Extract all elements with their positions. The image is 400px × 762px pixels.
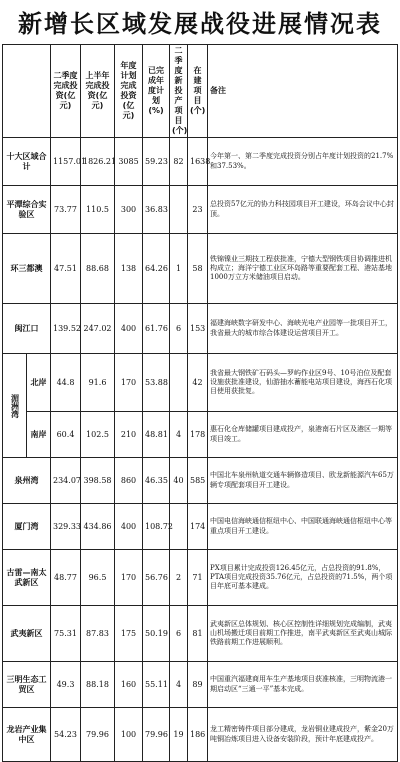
h1-value: 102.5 — [81, 412, 115, 458]
plan-value: 860 — [115, 458, 143, 504]
q2-value: 47.51 — [51, 234, 81, 304]
table-row — [3, 304, 398, 354]
new-value — [170, 354, 188, 412]
build-value: 89 — [188, 662, 208, 708]
note-text: 中国重汽福建商用车生产基地项目获准核准，三明物流港一期启动区“三通一平”基本完成。 — [208, 662, 398, 708]
header-row — [3, 45, 398, 138]
pct-value: 50.19 — [143, 606, 170, 662]
region-name: 平潭综合实验区 — [3, 186, 51, 234]
new-value: 19 — [170, 708, 188, 762]
build-value: 58 — [188, 234, 208, 304]
pct-value: 46.35 — [143, 458, 170, 504]
build-value: 178 — [188, 412, 208, 458]
note-text: 中国电信海峡通信枢纽中心、中国联通海峡通信枢纽中心等重点项目开工建设。 — [208, 504, 398, 550]
h1-value: 110.5 — [81, 186, 115, 234]
pct-value: 108.72 — [143, 504, 170, 550]
table-row — [3, 550, 398, 606]
sub-region-name: 南岸 — [27, 412, 51, 458]
pct-value: 48.81 — [143, 412, 170, 458]
plan-value: 3085 — [115, 138, 143, 186]
table-row — [3, 234, 398, 304]
region-name: 环三都澳 — [3, 234, 51, 304]
table-row — [3, 606, 398, 662]
plan-value: 400 — [115, 504, 143, 550]
note-text: 福建海峡数字研发中心、海峡光电产业园等一批项目开工，我省最大的城市综合体建设运营项目开工。 — [208, 304, 398, 354]
page-title: 新增长区域发展战役进展情况表 — [18, 10, 382, 38]
region-name: 古雷—南太武新区 — [3, 550, 51, 606]
new-value: 6 — [170, 606, 188, 662]
build-value: 153 — [188, 304, 208, 354]
q2-value: 73.77 — [51, 186, 81, 234]
new-value: 4 — [170, 412, 188, 458]
h1-value: 88.18 — [81, 662, 115, 708]
header-region — [3, 45, 51, 138]
sub-region-name: 北岸 — [27, 354, 51, 412]
table-row — [3, 138, 398, 186]
q2-value: 234.07 — [51, 458, 81, 504]
plan-value: 170 — [115, 550, 143, 606]
h1-value: 1826.21 — [81, 138, 115, 186]
q2-value: 1157.01 — [51, 138, 81, 186]
region-name: 厦门湾 — [3, 504, 51, 550]
new-value: 2 — [170, 550, 188, 606]
build-value: 585 — [188, 458, 208, 504]
q2-value: 44.8 — [51, 354, 81, 412]
note-text: 惠石化仓库储罐项目建成投产，泉港南石片区及港区一期等项目竣工。 — [208, 412, 398, 458]
table-row — [3, 354, 398, 412]
pct-value: 64.26 — [143, 234, 170, 304]
table-row — [3, 504, 398, 550]
pct-value: 55.11 — [143, 662, 170, 708]
table-row — [3, 708, 398, 762]
build-value: 174 — [188, 504, 208, 550]
table-row — [3, 412, 398, 458]
region-name: 三明生态工贸区 — [3, 662, 51, 708]
q2-value: 54.23 — [51, 708, 81, 762]
q2-value: 139.52 — [51, 304, 81, 354]
build-value: 71 — [188, 550, 208, 606]
h1-value: 96.5 — [81, 550, 115, 606]
q2-value: 48.77 — [51, 550, 81, 606]
header-plan: 年度计划完成投资(亿元) — [115, 45, 143, 138]
header-pct: 已完成年度计划(%) — [143, 45, 170, 138]
region-name: 泉州湾 — [3, 458, 51, 504]
new-value: 82 — [170, 138, 188, 186]
note-text: 铁锦镍业三期技工程获批准，宁德大型钢铁项目协调推进机构成立；海洋宁德工业区环岛路等重要配套工程、港站基地1000万立方米储油项目启动。 — [208, 234, 398, 304]
h1-value: 398.58 — [81, 458, 115, 504]
table-row — [3, 458, 398, 504]
build-value: 1638 — [188, 138, 208, 186]
plan-value: 160 — [115, 662, 143, 708]
region-group-name: 湄洲湾 — [3, 354, 27, 458]
table-row — [3, 186, 398, 234]
progress-table — [2, 44, 398, 762]
q2-value: 60.4 — [51, 412, 81, 458]
pct-value: 53.88 — [143, 354, 170, 412]
region-name: 龙岩产业集中区 — [3, 708, 51, 762]
header-h1: 上半年完成投资(亿元) — [81, 45, 115, 138]
new-value: 4 — [170, 662, 188, 708]
header-q2: 二季度完成投资(亿元) — [51, 45, 81, 138]
note-text: 中国北车泉州轨道交通车辆修造项目、欧龙新能源汽车65万辆专项配套项目开工建设。 — [208, 458, 398, 504]
plan-value: 400 — [115, 304, 143, 354]
region-name: 十大区域合计 — [3, 138, 51, 186]
pct-value: 56.76 — [143, 550, 170, 606]
pct-value: 59.23 — [143, 138, 170, 186]
plan-value: 210 — [115, 412, 143, 458]
header-note: 备注 — [208, 45, 398, 138]
note-text: 我省最大钢铁矿石码头—罗屿作业区9号、10号泊位及配套设施获批准建设，仙游抽水蓄能电站项目建设，海西石化项目使用获批复。 — [208, 354, 398, 412]
region-name: 闽江口 — [3, 304, 51, 354]
new-value: 40 — [170, 458, 188, 504]
plan-value: 175 — [115, 606, 143, 662]
h1-value: 91.6 — [81, 354, 115, 412]
plan-value: 170 — [115, 354, 143, 412]
plan-value: 138 — [115, 234, 143, 304]
region-name: 武夷新区 — [3, 606, 51, 662]
note-text: 龙工精密铸件项目部分建成，龙岩铜业建成投产，紫金20万吨铜冶炼项目进入设备安装阶段，预计年底建成投产。 — [208, 708, 398, 762]
note-text: 总投资57亿元的协力科技园项目开工建设，环岛会议中心封顶。 — [208, 186, 398, 234]
h1-value: 247.02 — [81, 304, 115, 354]
header-new: 二季度新投产项目(个) — [170, 45, 188, 138]
pct-value: 79.96 — [143, 708, 170, 762]
note-text: 今年第一、第二季度完成投资分别占年度计划投资的21.7%和37.53%。 — [208, 138, 398, 186]
new-value: 6 — [170, 304, 188, 354]
h1-value: 79.96 — [81, 708, 115, 762]
pct-value: 36.83 — [143, 186, 170, 234]
h1-value: 88.68 — [81, 234, 115, 304]
build-value: 42 — [188, 354, 208, 412]
new-value — [170, 186, 188, 234]
note-text: 武夷新区总体规划、核心区控制性详细规划完成编制，武夷山机场搬迁项目前期工作推进，南平武夷新区至武夷山城际铁路前期工作进展顺利。 — [208, 606, 398, 662]
pct-value: 61.76 — [143, 304, 170, 354]
build-value: 186 — [188, 708, 208, 762]
table-row — [3, 662, 398, 708]
build-value: 81 — [188, 606, 208, 662]
build-value: 23 — [188, 186, 208, 234]
h1-value: 87.83 — [81, 606, 115, 662]
q2-value: 75.31 — [51, 606, 81, 662]
new-value: 1 — [170, 234, 188, 304]
plan-value: 300 — [115, 186, 143, 234]
q2-value: 329.33 — [51, 504, 81, 550]
plan-value: 100 — [115, 708, 143, 762]
q2-value: 49.3 — [51, 662, 81, 708]
h1-value: 434.86 — [81, 504, 115, 550]
header-build: 在建项目(个) — [188, 45, 208, 138]
note-text: PX项目累计完成投资126.45亿元，占总投资的91.8%，PTA项目完成投资35.76亿元，占总投资的71.5%，两个项目年底可基本建成。 — [208, 550, 398, 606]
